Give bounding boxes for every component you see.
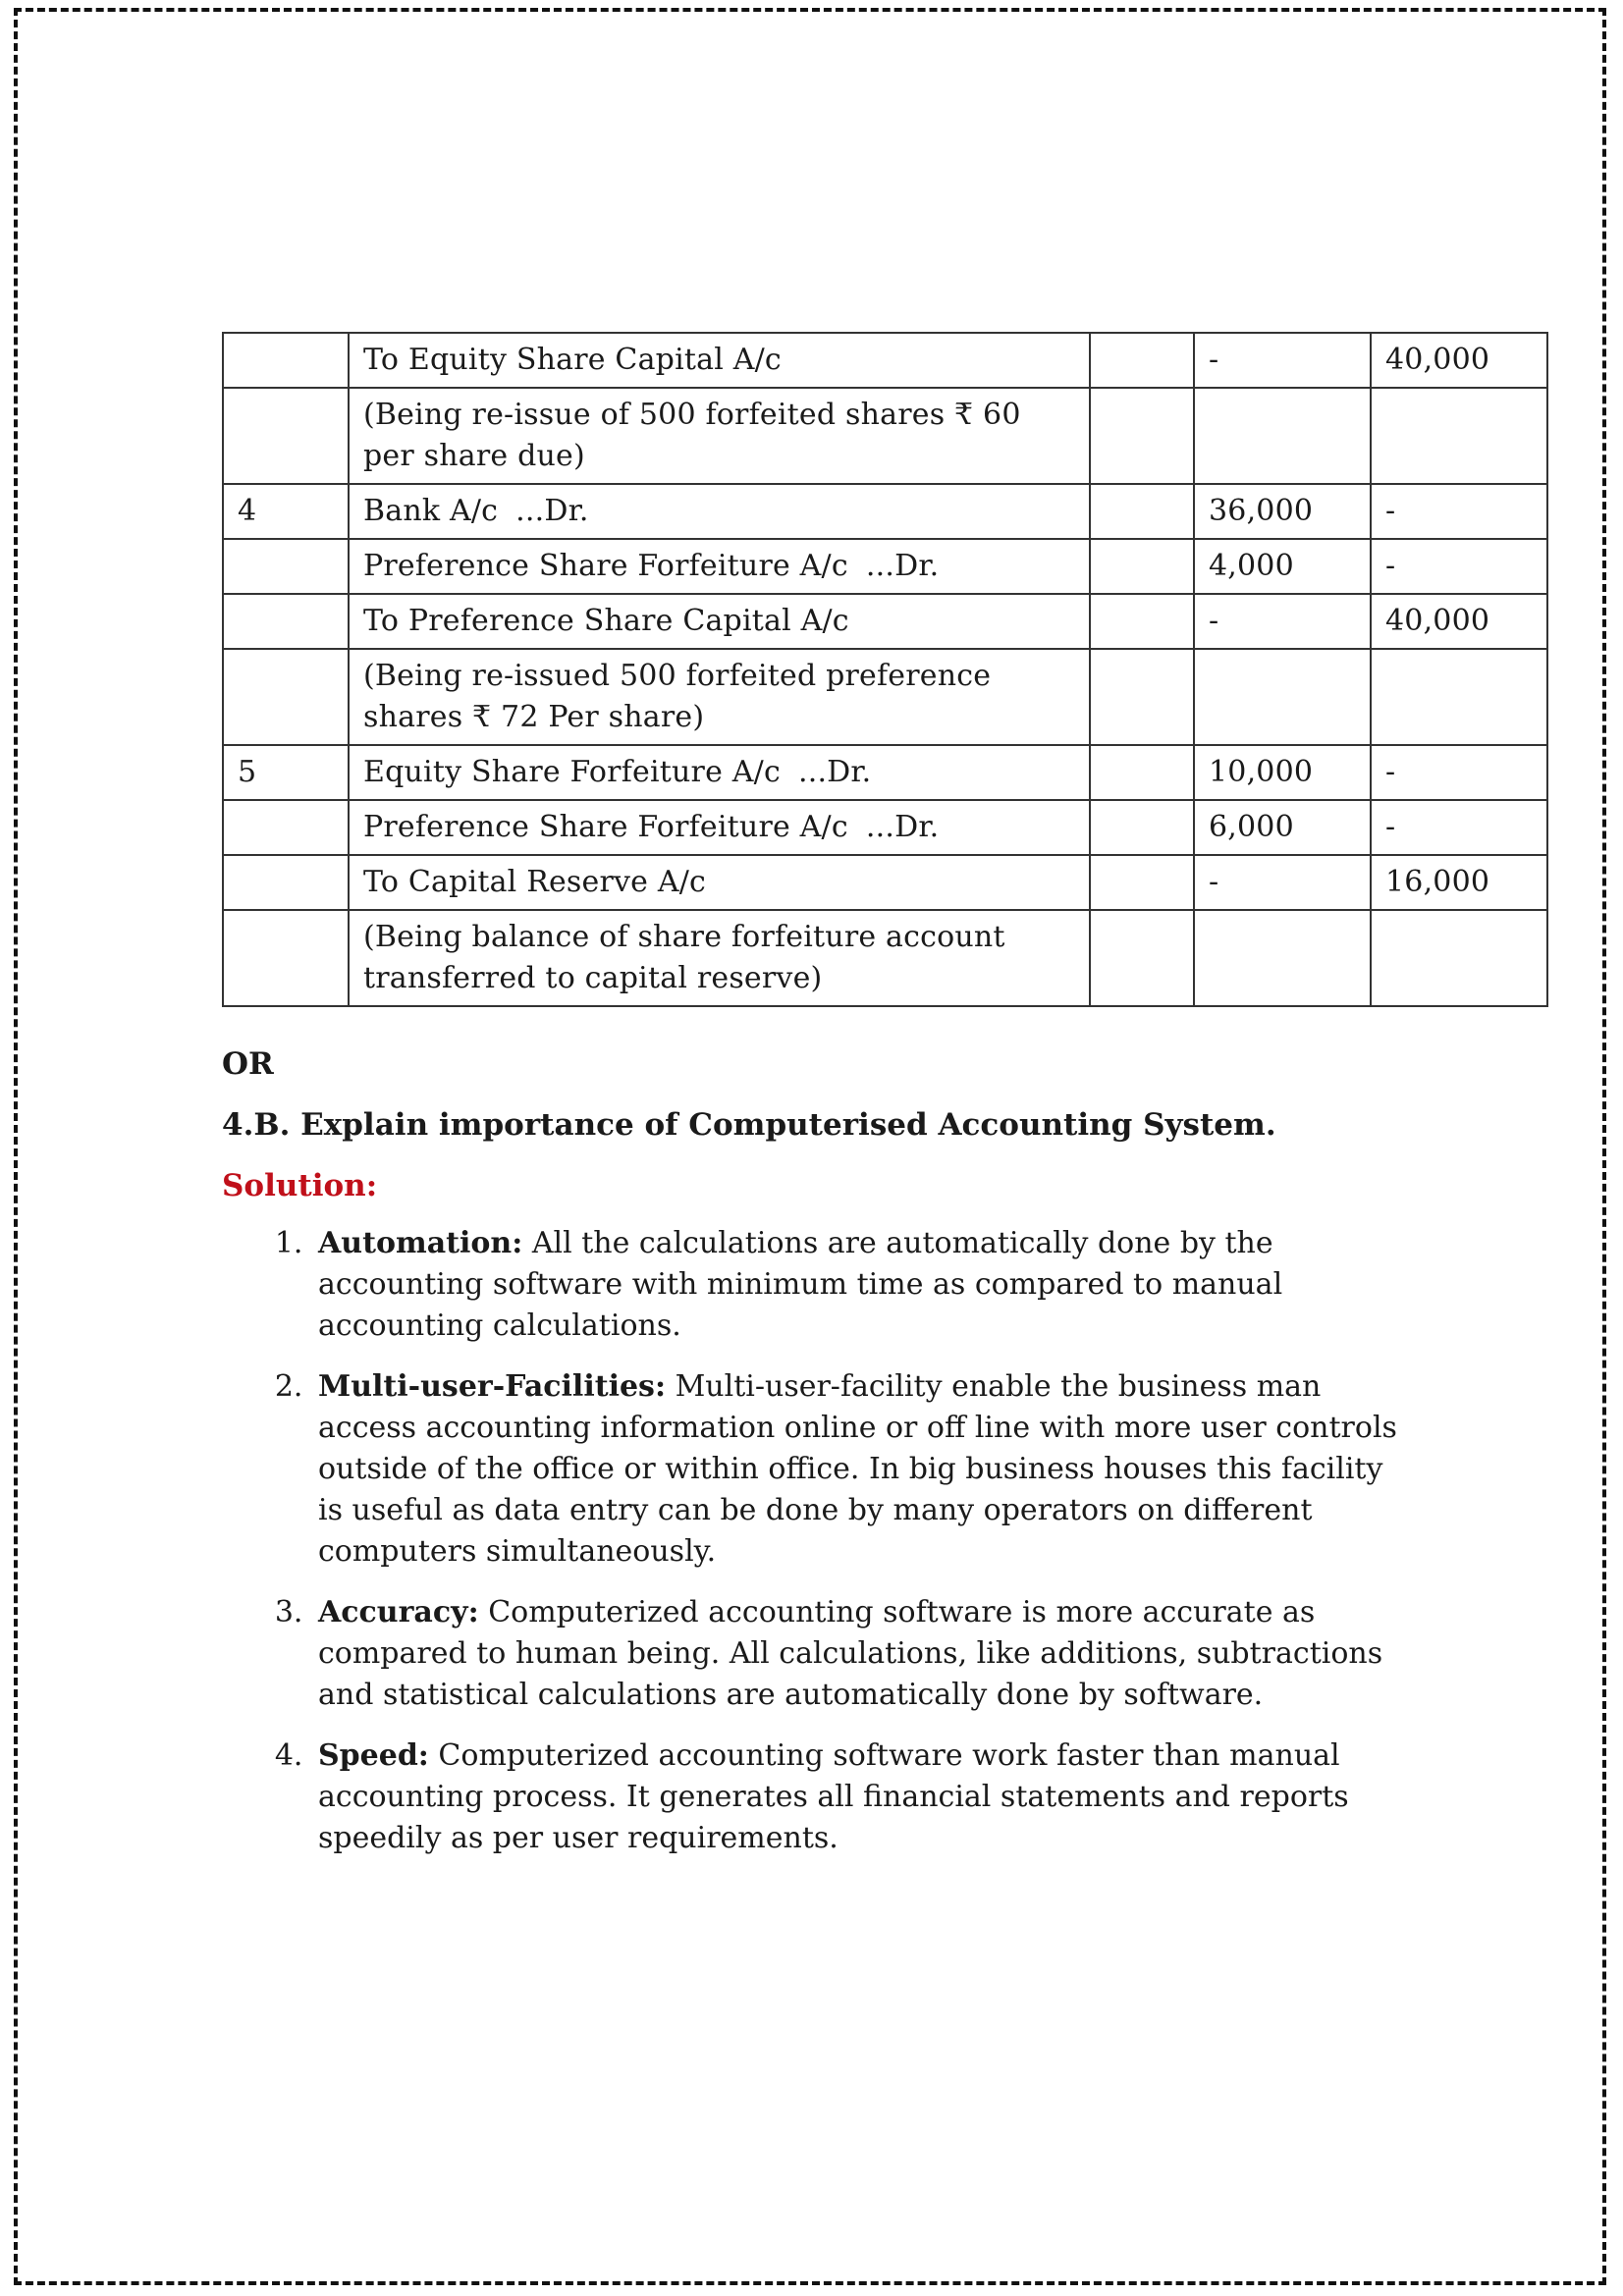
cell-credit [1371,388,1547,484]
cell-particulars-text: To Equity Share Capital A/c [363,343,782,377]
journal-table [222,332,1548,1007]
cell-credit [1371,594,1547,649]
cell-entry-no [223,539,349,594]
cell-credit-text: 16,000 [1385,865,1490,899]
cell-particulars [349,484,1090,539]
cell-particulars-text: Preference Share Forfeiture A/c [363,549,848,583]
question-heading: 4.B. Explain importance of Computerised Accounting System. [222,1107,1276,1143]
cell-debit [1194,649,1371,745]
cell-entry-no [223,333,349,388]
dr-tag: ...Dr. [515,494,589,528]
point-title: Speed: [318,1738,429,1773]
table-row [223,594,1547,649]
cell-particulars-text: (Being balance of share forfeiture account transferred to capital reserve) [363,920,1005,995]
cell-entry-no [223,388,349,484]
cell-lf [1090,539,1194,594]
cell-entry-no [223,800,349,855]
cell-entry-no [223,855,349,910]
cell-debit-text: 10,000 [1209,755,1314,789]
list-item [312,1735,1400,1859]
cell-debit [1194,800,1371,855]
table-row [223,539,1547,594]
table-row [223,484,1547,539]
cell-lf [1090,800,1194,855]
cell-particulars [349,539,1090,594]
cell-debit [1194,745,1371,800]
point-title: Multi-user-Facilities: [318,1369,667,1404]
cell-credit [1371,855,1547,910]
solution-label: Solution: [222,1168,378,1203]
table-row [223,910,1547,1006]
cell-particulars-text: Equity Share Forfeiture A/c [363,755,781,789]
cell-debit [1194,594,1371,649]
cell-credit-text: - [1385,810,1396,844]
table-row [223,745,1547,800]
page-content [222,332,1490,1879]
point-title: Automation: [318,1226,523,1260]
cell-particulars [349,910,1090,1006]
cell-debit-text: 6,000 [1209,810,1294,844]
cell-particulars-text: Bank A/c [363,494,499,528]
table-row [223,388,1547,484]
cell-debit-text: - [1209,604,1219,638]
cell-debit [1194,388,1371,484]
cell-credit [1371,745,1547,800]
cell-lf [1090,388,1194,484]
cell-debit-text: - [1209,865,1219,899]
or-heading: OR [222,1046,274,1082]
cell-particulars [349,333,1090,388]
cell-credit-text: - [1385,494,1396,528]
cell-credit-text: 40,000 [1385,604,1490,638]
cell-credit-text: 40,000 [1385,343,1490,377]
cell-credit-text: - [1385,755,1396,789]
cell-debit [1194,333,1371,388]
cell-particulars [349,649,1090,745]
cell-particulars [349,745,1090,800]
cell-entry-no-text: 4 [238,494,257,528]
cell-entry-no [223,649,349,745]
cell-particulars [349,855,1090,910]
cell-entry-no-text: 5 [238,755,257,789]
cell-credit-text: - [1385,549,1396,583]
cell-particulars-text: To Capital Reserve A/c [363,865,707,899]
dr-tag: ...Dr. [865,549,940,583]
table-row [223,333,1547,388]
cell-debit-text: - [1209,343,1219,377]
cell-lf [1090,333,1194,388]
cell-entry-no [223,910,349,1006]
list-item [312,1366,1400,1573]
cell-credit [1371,539,1547,594]
cell-credit [1371,649,1547,745]
point-title: Accuracy: [318,1595,479,1629]
cell-particulars-text: (Being re-issued 500 forfeited preference shares ₹ 72 Per share) [363,659,992,734]
cell-credit [1371,333,1547,388]
importance-list [222,1223,1400,1859]
cell-lf [1090,484,1194,539]
cell-debit [1194,484,1371,539]
cell-lf [1090,745,1194,800]
cell-debit [1194,910,1371,1006]
dr-tag: ...Dr. [865,810,940,844]
cell-entry-no [223,484,349,539]
point-text: Computerized accounting software is more accurate as compared to human being. All calculations, like additions, subtractions and statistical calculations are automatically done by software. [318,1595,1383,1712]
point-text: Computerized accounting software work faster than manual accounting process. It generates all financial statements and reports speedily as per user requirements. [318,1738,1349,1855]
cell-lf [1090,910,1194,1006]
table-row [223,855,1547,910]
cell-debit [1194,539,1371,594]
cell-debit-text: 36,000 [1209,494,1314,528]
cell-credit [1371,910,1547,1006]
cell-lf [1090,855,1194,910]
cell-credit [1371,800,1547,855]
cell-debit [1194,855,1371,910]
point-text: All the calculations are automatically done by the accounting software with minimum time as compared to manual accounting calculations. [318,1226,1283,1343]
cell-entry-no [223,745,349,800]
point-text: Multi-user-facility enable the business man access accounting information online or off line with more user controls outside of the office or within office. In big business houses this facility is useful as data entry can be done by many operators on different computers simultaneously. [318,1369,1397,1569]
cell-debit-text: 4,000 [1209,549,1294,583]
cell-lf [1090,649,1194,745]
cell-particulars-text: (Being re-issue of 500 forfeited shares ₹ 60 per share due) [363,398,1021,473]
table-row [223,800,1547,855]
cell-entry-no [223,594,349,649]
cell-particulars-text: Preference Share Forfeiture A/c [363,810,848,844]
table-row [223,649,1547,745]
cell-credit [1371,484,1547,539]
cell-lf [1090,594,1194,649]
cell-particulars [349,388,1090,484]
cell-particulars-text: To Preference Share Capital A/c [363,604,849,638]
dr-tag: ...Dr. [797,755,872,789]
cell-particulars [349,594,1090,649]
list-item [312,1223,1400,1347]
cell-particulars [349,800,1090,855]
list-item [312,1592,1400,1716]
